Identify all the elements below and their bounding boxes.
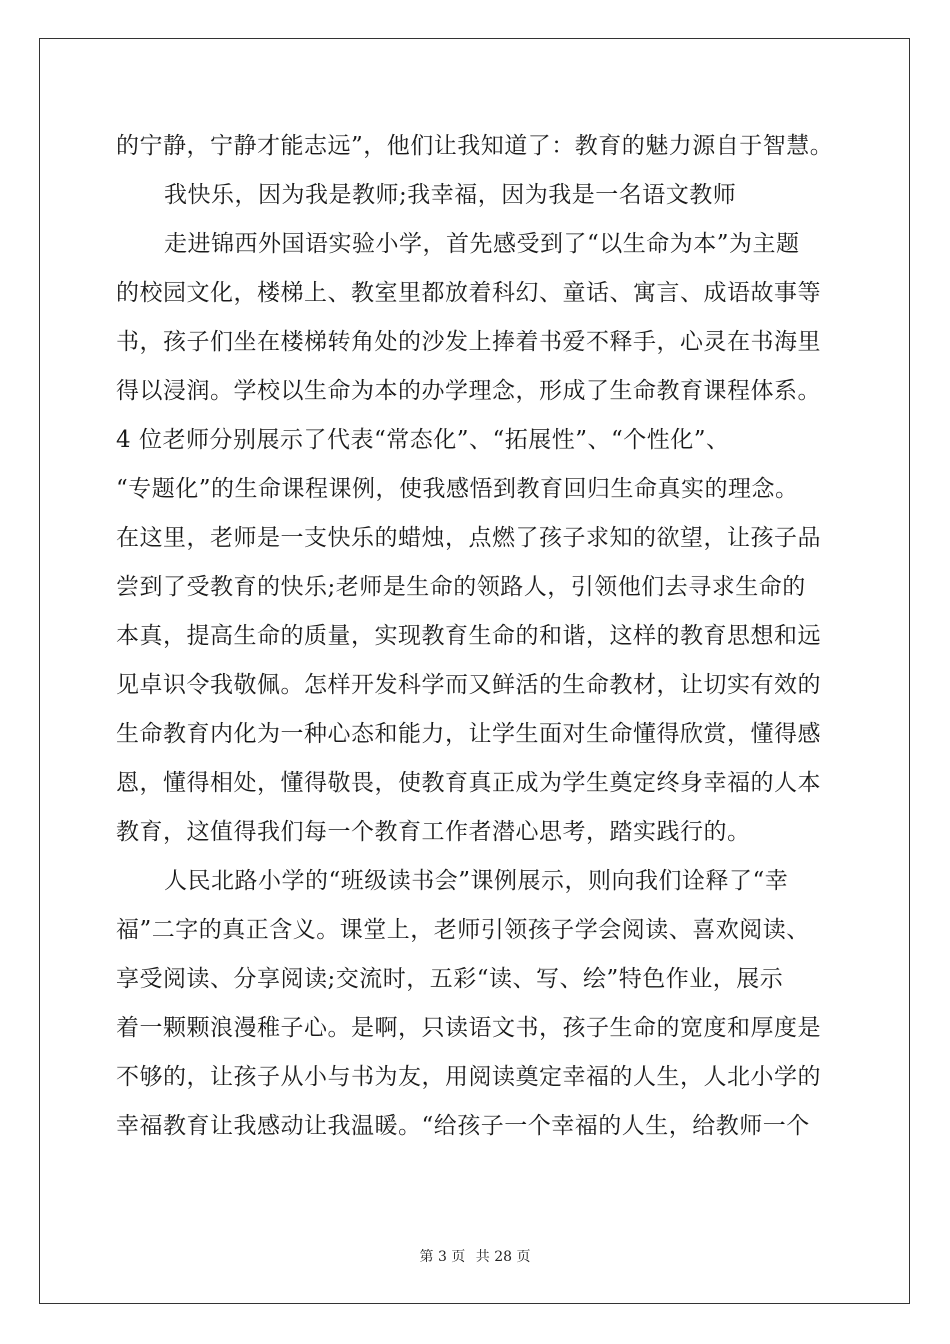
text-line: 见卓识令我敬佩。怎样开发科学而又鲜活的生命教材，让切实有效的	[116, 672, 821, 698]
text-line: 的宁静，宁静才能志远”，他们让我知道了：教育的魅力源自于智慧。	[116, 133, 834, 159]
text-line: 不够的，让孩子从小与书为友，用阅读奠定幸福的人生，人北小学的	[116, 1064, 821, 1090]
text-line: 在这里，老师是一支快乐的蜡烛，点燃了孩子求知的欲望，让孩子品	[116, 525, 821, 551]
text-line: 人民北路小学的“班级读书会”课例展示，则向我们诠释了“幸	[164, 868, 789, 894]
text-line: 教育，这值得我们每一个教育工作者潜心思考，踏实践行的。	[116, 819, 751, 845]
page-footer	[0, 1246, 950, 1266]
text-line: 生命教育内化为一种心态和能力，让学生面对生命懂得欣赏，懂得感	[116, 721, 821, 747]
total-pages-label: 共 28 页	[475, 1249, 531, 1265]
text-line: 幸福教育让我感动让我温暖。“给孩子一个幸福的人生，给教师一个	[116, 1113, 810, 1139]
text-line: 的校园文化，楼梯上、教室里都放着科幻、童话、寓言、成语故事等	[116, 280, 821, 306]
text-line: 恩，懂得相处，懂得敬畏，使教育真正成为学生奠定终身幸福的人本	[116, 770, 821, 796]
text-line: 享受阅读、分享阅读;交流时，五彩“读、写、绘”特色作业，展示	[116, 966, 784, 992]
text-line: 4 位老师分别展示了代表“常态化”、“拓展性”、“个性化”、	[116, 427, 730, 453]
text-line: 福”二字的真正含义。课堂上，老师引领孩子学会阅读、喜欢阅读、	[116, 917, 810, 943]
text-line: “专题化”的生命课程课例，使我感悟到教育回归生命真实的理念。	[116, 476, 799, 502]
current-page-label: 第 3 页	[419, 1249, 466, 1265]
text-line: 走进锦西外国语实验小学，首先感受到了“以生命为本”为主题	[164, 231, 800, 257]
text-line: 着一颗颗浪漫稚子心。是啊，只读语文书，孩子生命的宽度和厚度是	[116, 1015, 821, 1041]
text-line: 尝到了受教育的快乐;老师是生命的领路人，引领他们去寻求生命的	[116, 574, 806, 600]
text-line: 本真，提高生命的质量，实现教育生命的和谐，这样的教育思想和远	[116, 623, 821, 649]
text-line: 得以浸润。学校以生命为本的办学理念，形成了生命教育课程体系。	[116, 378, 821, 404]
text-line: 书，孩子们坐在楼梯转角处的沙发上捧着书爱不释手，心灵在书海里	[116, 329, 821, 355]
document-body	[116, 122, 836, 1151]
text-line: 我快乐，因为我是教师;我幸福，因为我是一名语文教师	[164, 182, 737, 208]
